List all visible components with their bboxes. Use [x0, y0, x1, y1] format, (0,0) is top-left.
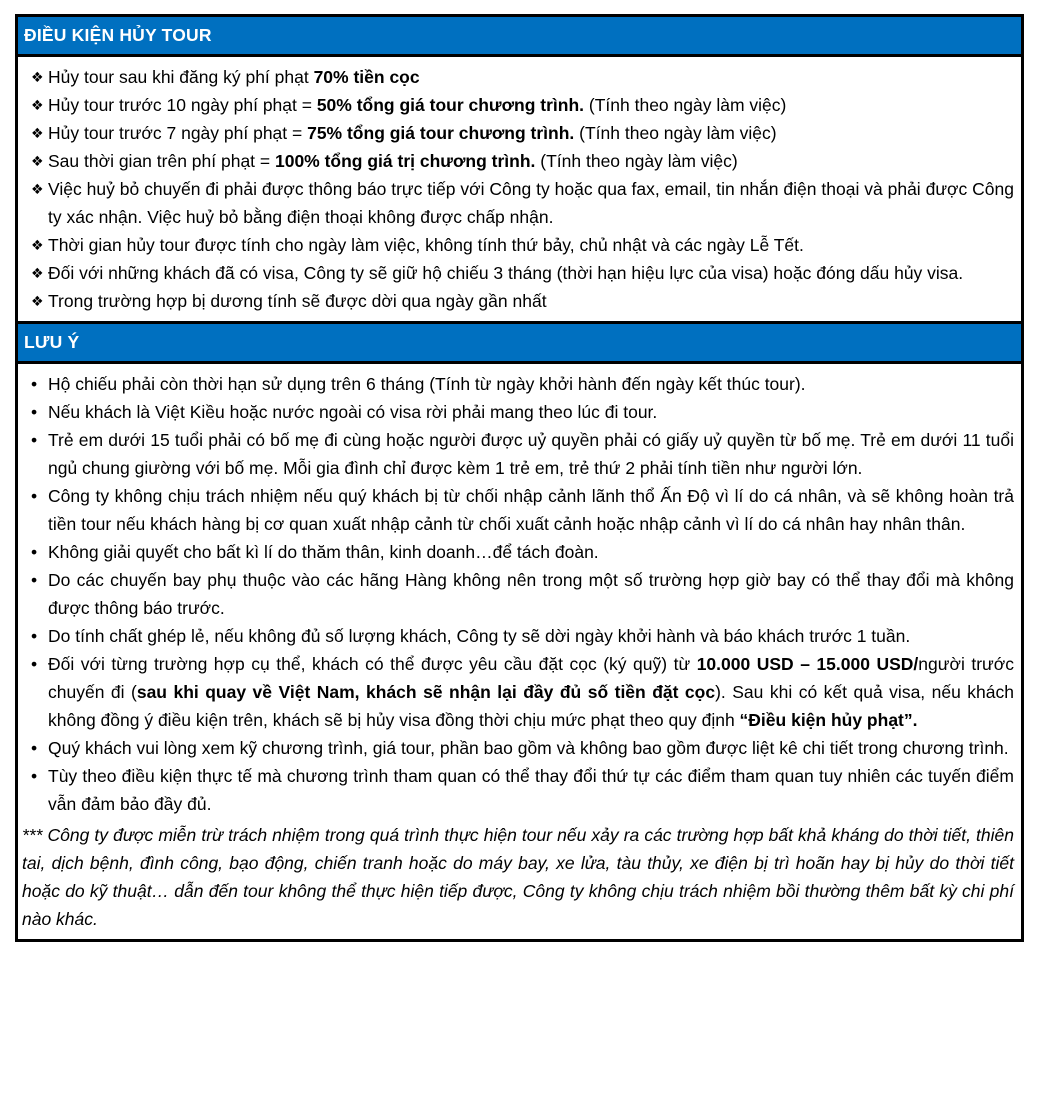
diamond-bullet-icon: ❖: [31, 125, 44, 141]
list-item-text: Do các chuyến bay phụ thuộc vào các hãng Hàng không nên trong một số trường hợp giờ bay có thể thay đổi mà không được thông báo trước.: [48, 570, 1014, 618]
list-item-text: Tùy theo điều kiện thực tế mà chương trình tham quan có thể thay đổi thứ tự các điểm tham quan tuy nhiên các tuyến điểm vẫn đảm bảo đầy đủ.: [48, 766, 1014, 814]
diamond-bullet-icon: ❖: [31, 293, 44, 309]
diamond-bullet-icon: ❖: [31, 69, 44, 85]
list-item-text: Trong trường hợp bị dương tính sẽ được dời qua ngày gần nhất: [48, 291, 547, 311]
list-item-text: Việc huỷ bỏ chuyến đi phải được thông báo trực tiếp với Công ty hoặc qua fax, email, tin nhắn điện thoại và phải được Công ty xác nhận. Việc huỷ bỏ bằng điện thoại không được chấp nhận.: [48, 179, 1014, 227]
section-header-notes: LƯU Ý: [15, 324, 1024, 364]
notes-section: [15, 364, 1024, 942]
dot-bullet-icon: •: [31, 626, 38, 646]
list-item: [22, 63, 1014, 91]
list-item-text: Công ty không chịu trách nhiệm nếu quý khách bị từ chối nhập cảnh lãnh thổ Ấn Độ vì lí do cá nhân, và sẽ không hoàn trả tiền tour nếu khách hàng bị cơ quan xuất nhập cảnh từ chối xuất cảnh hoặc nhập cảnh vì lí do cá nhân hay nhân thân.: [48, 486, 1014, 534]
dot-bullet-icon: •: [31, 654, 38, 674]
dot-bullet-icon: •: [31, 486, 38, 506]
list-item: [22, 650, 1014, 734]
list-item-text: Do tính chất ghép lẻ, nếu không đủ số lượng khách, Công ty sẽ dời ngày khởi hành và báo khách trước 1 tuần.: [48, 626, 911, 646]
list-item-text: Hủy tour trước 10 ngày phí phạt = 50% tổng giá tour chương trình. (Tính theo ngày làm việc): [48, 95, 787, 115]
list-item: [22, 762, 1014, 818]
diamond-bullet-icon: ❖: [31, 153, 44, 169]
list-item: [22, 91, 1014, 119]
list-item: [22, 287, 1014, 315]
list-item-text: Quý khách vui lòng xem kỹ chương trình, giá tour, phần bao gồm và không bao gồm được liệt kê chi tiết trong chương trình.: [48, 738, 1009, 758]
list-item: [22, 734, 1014, 762]
list-item: [22, 147, 1014, 175]
diamond-bullet-icon: ❖: [31, 237, 44, 253]
list-item: [22, 482, 1014, 538]
list-item: [22, 538, 1014, 566]
dot-bullet-icon: •: [31, 766, 38, 786]
list-item-text: Nếu khách là Việt Kiều hoặc nước ngoài có visa rời phải mang theo lúc đi tour.: [48, 402, 658, 422]
section-header-cancellation: ĐIỀU KIỆN HỦY TOUR: [15, 14, 1024, 57]
list-item: [22, 175, 1014, 231]
list-item-text: Không giải quyết cho bất kì lí do thăm thân, kinh doanh…để tách đoàn.: [48, 542, 599, 562]
list-item: [22, 370, 1014, 398]
diamond-bullet-icon: ❖: [31, 265, 44, 281]
list-item-text: Đối với những khách đã có visa, Công ty sẽ giữ hộ chiếu 3 tháng (thời hạn hiệu lực của visa) hoặc đóng dấu hủy visa.: [48, 263, 964, 283]
dot-bullet-icon: •: [31, 738, 38, 758]
list-item-text: Hủy tour sau khi đăng ký phí phạt 70% tiền cọc: [48, 67, 420, 87]
dot-bullet-icon: •: [31, 402, 38, 422]
list-item: [22, 398, 1014, 426]
list-item: [22, 119, 1014, 147]
dot-bullet-icon: •: [31, 430, 38, 450]
list-item-text: Đối với từng trường hợp cụ thể, khách có thể được yêu cầu đặt cọc (ký quỹ) từ 10.000 USD – 15.000 USD/người trước chuyến đi (sau khi quay về Việt Nam, khách sẽ nhận lại đầy đủ số tiền đặt cọc). Sau khi có kết quả visa, nếu khách không đồng ý điều kiện trên, khách sẽ bị hủy visa đồng thời chịu mức phạt theo quy định “Điều kiện hủy phạt”.: [48, 654, 1015, 730]
dot-bullet-icon: •: [31, 570, 38, 590]
diamond-bullet-icon: ❖: [31, 97, 44, 113]
list-item: [22, 231, 1014, 259]
list-item-text: Sau thời gian trên phí phạt = 100% tổng giá trị chương trình. (Tính theo ngày làm việc): [48, 151, 738, 171]
list-item: [22, 426, 1014, 482]
dot-bullet-icon: •: [31, 374, 38, 394]
list-item-text: Thời gian hủy tour được tính cho ngày làm việc, không tính thứ bảy, chủ nhật và các ngày Lễ Tết.: [48, 235, 804, 255]
list-item: [22, 622, 1014, 650]
notes-list: [22, 370, 1014, 818]
list-item-text: Hộ chiếu phải còn thời hạn sử dụng trên 6 tháng (Tính từ ngày khởi hành đến ngày kết thúc tour).: [48, 374, 806, 394]
cancellation-conditions-list: [15, 57, 1024, 324]
dot-bullet-icon: •: [31, 542, 38, 562]
disclaimer-paragraph: *** Công ty được miễn trừ trách nhiệm trong quá trình thực hiện tour nếu xảy ra các trường hợp bất khả kháng do thời tiết, thiên tai, dịch bệnh, đình công, bạo động, chiến tranh hoặc do máy bay, xe lửa, tàu thủy, xe điện bị trì hoãn hay bị hủy do thời tiết hoặc do kỹ thuật… dẫn đến tour không thể thực hiện tiếp được, Công ty không chịu trách nhiệm bồi thường thêm bất kỳ chi phí nào khác.: [22, 825, 1014, 929]
tour-conditions-document: [15, 14, 1024, 942]
diamond-bullet-icon: ❖: [31, 181, 44, 197]
list-item-text: Hủy tour trước 7 ngày phí phạt = 75% tổng giá tour chương trình. (Tính theo ngày làm việc): [48, 123, 777, 143]
list-item: [22, 259, 1014, 287]
list-item-text: Trẻ em dưới 15 tuổi phải có bố mẹ đi cùng hoặc người được uỷ quyền phải có giấy uỷ quyền từ bố mẹ. Trẻ em dưới 11 tuổi ngủ chung giường với bố mẹ. Mỗi gia đình chỉ được kèm 1 trẻ em, trẻ thứ 2 phải tính tiền như người lớn.: [48, 430, 1014, 478]
list-item: [22, 566, 1014, 622]
